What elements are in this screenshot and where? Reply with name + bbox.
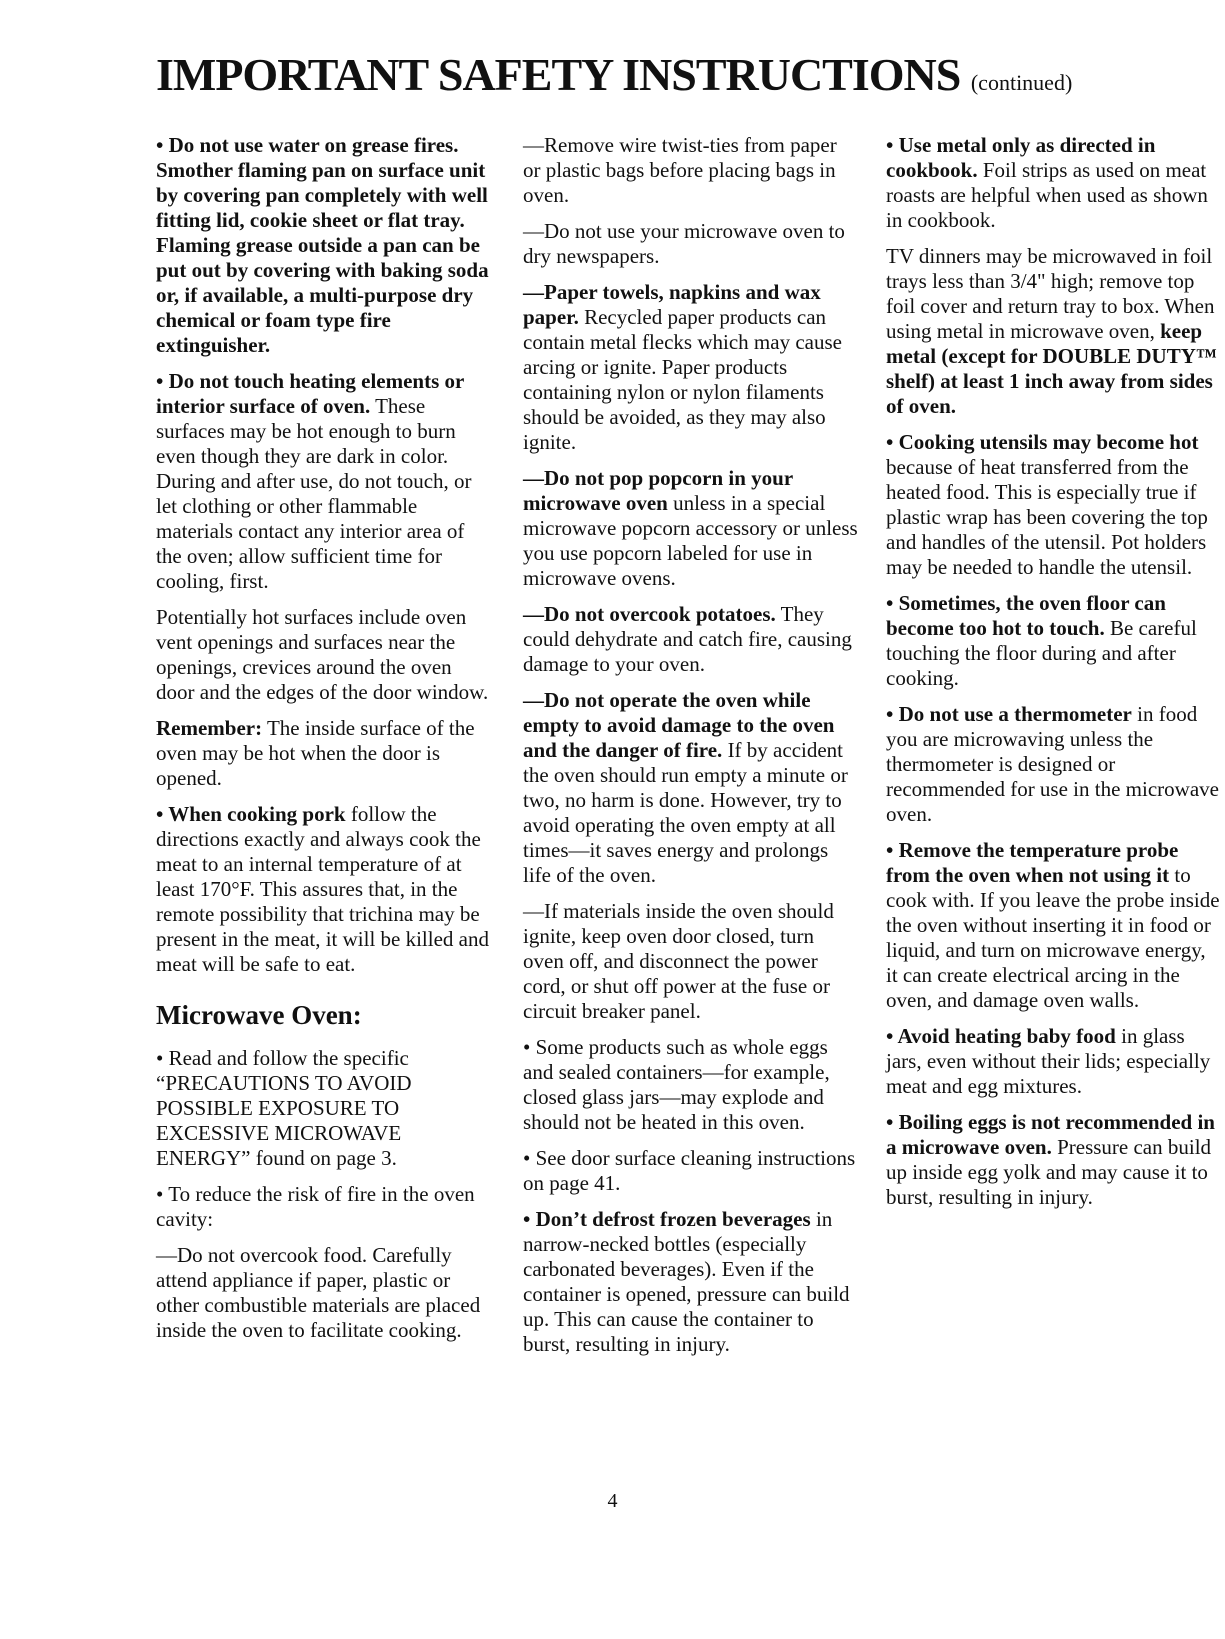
paragraph — [156, 1046, 491, 1171]
paragraph-bold-lead: —Do not pop popcorn in your microwave oven — [523, 466, 793, 515]
microwave-oven-heading: Microwave Oven: — [156, 1000, 362, 1030]
paragraph-bold-lead: • Use metal only as directed in cookbook. — [886, 133, 1156, 182]
paragraph-text: —Remove wire twist-ties from paper or plastic bags before placing bags in oven. — [523, 133, 837, 207]
paragraph — [523, 466, 858, 591]
paragraph-text: because of heat transferred from the heated food. This is especially true if plastic wrap has been covering the top and handles of the utensil. Pot holders may be needed to handle the utensil. — [886, 455, 1208, 579]
paragraph-text: in glass jars, even without their lids; especially meat and egg mixtures. — [886, 1024, 1211, 1098]
paragraph-text: —Do not overcook food. Carefully attend appliance if paper, plastic or other combustible materials are placed inside the oven to facilitate cooking. — [156, 1243, 481, 1342]
paragraph — [886, 838, 1221, 1013]
paragraph — [156, 133, 491, 358]
paragraph-text: —If materials inside the oven should ignite, keep oven door closed, turn oven off, and disconnect the power cord, or shut off power at the fuse or circuit breaker panel. — [523, 899, 834, 1023]
paragraph — [523, 219, 858, 269]
column-3-paragraphs — [886, 133, 1221, 1210]
column-2-paragraphs — [523, 133, 858, 1357]
paragraph-text: in food you are microwaving unless the thermometer is designed or recommended for use in the microwave oven. — [886, 702, 1219, 826]
paragraph-text: —Do not use your microwave oven to dry newspapers. — [523, 219, 845, 268]
paragraph-text: They could dehydrate and catch fire, causing damage to your oven. — [523, 602, 852, 676]
paragraph — [523, 899, 858, 1024]
column-3 — [886, 133, 1221, 1221]
paragraph — [523, 1207, 858, 1357]
paragraph — [523, 602, 858, 677]
paragraph — [156, 802, 491, 977]
paragraph-text: The inside surface of the oven may be hot when the door is opened. — [156, 716, 475, 790]
paragraph-text: Potentially hot surfaces include oven vent openings and surfaces near the openings, crevices around the oven door and the edges of the door window. — [156, 605, 489, 704]
paragraph — [886, 591, 1221, 691]
paragraph-bold-lead: • Remove the temperature probe from the oven when not using it — [886, 838, 1179, 887]
paragraph — [523, 133, 858, 208]
paragraph — [886, 702, 1221, 827]
paragraph-text: • See door surface cleaning instructions on page 41. — [523, 1146, 856, 1195]
paragraph-text: If by accident the oven should run empty a minute or two, no harm is done. However, try to avoid operating the oven empty at all times—it saves energy and prolongs life of the oven. — [523, 738, 848, 887]
paragraph-bold-lead: • When cooking pork — [156, 802, 346, 826]
column-1 — [156, 133, 491, 1354]
paragraph-text: in narrow-necked bottles (especially carbonated beverages). Even if the container is opened, pressure can build up. This can cause the container to burst, resulting in injury. — [523, 1207, 850, 1356]
paragraph — [523, 1146, 858, 1196]
paragraph — [156, 369, 491, 594]
paragraph-bold-lead: • Do not touch heating elements or interior surface of oven. — [156, 369, 464, 418]
paragraph-text: Foil strips as used on meat roasts are helpful when used as shown in cookbook. — [886, 158, 1208, 232]
paragraph — [886, 1110, 1221, 1210]
page-title — [156, 48, 1072, 101]
paragraph — [156, 1243, 491, 1343]
paragraph-bold-lead: • Do not use water on grease fires. Smother flaming pan on surface unit by covering pan completely with well fitting lid, cookie sheet or flat tray. Flaming grease outside a pan can be put out by covering with baking soda or, if available, a multi-purpose dry chemical or foam type fire extinguisher. — [156, 133, 489, 357]
paragraph-bold-lead: • Avoid heating baby food — [886, 1024, 1116, 1048]
paragraph-text: follow the directions exactly and always cook the meat to an internal temperature of at least 170°F. This assures that, in the remote possibility that trichina may be present in the meat, it will be killed and meat will be safe to eat. — [156, 802, 489, 976]
paragraph — [886, 133, 1221, 233]
column-1-paragraphs — [156, 133, 491, 977]
paragraph-text: These surfaces may be hot enough to burn even though they are dark in color. During and after use, do not touch, or let clothing or other flammable materials contact any interior area of the oven; allow sufficient time for cooling, first. — [156, 394, 472, 593]
paragraph-text: • Some products such as whole eggs and sealed containers—for example, closed glass jars—may explode and should not be heated in this oven. — [523, 1035, 830, 1134]
paragraph — [523, 1035, 858, 1135]
paragraph-text: Recycled paper products can contain metal flecks which may cause arcing or ignite. Paper products containing nylon or nylon filaments should be avoided, as they may also ignite. — [523, 305, 842, 454]
paragraph-text: unless in a special microwave popcorn accessory or unless you use popcorn labeled for use in microwave ovens. — [523, 491, 858, 590]
title-continued: (continued) — [970, 70, 1073, 95]
paragraph-text: TV dinners may be microwaved in foil trays less than 3/4" high; remove top foil cover and return tray to box. When using metal in microwave oven, — [886, 244, 1215, 343]
title-text: IMPORTANT SAFETY INSTRUCTIONS — [156, 49, 961, 100]
paragraph-bold-lead: —Do not operate the oven while empty to avoid damage to the oven and the danger of fire. — [523, 688, 835, 762]
paragraph-bold-lead: • Do not use a thermometer — [886, 702, 1132, 726]
paragraph-bold-lead: • Boiling eggs is not recommended in a microwave oven. — [886, 1110, 1215, 1159]
page-number: 4 — [607, 1490, 618, 1512]
paragraph — [523, 280, 858, 455]
paragraph — [523, 688, 858, 888]
paragraph-text: to cook with. If you leave the probe inside the oven without inserting it in food or liquid, and turn on microwave energy, it can create electrical arcing in the oven, and damage oven walls. — [886, 863, 1220, 1012]
column-2 — [523, 133, 858, 1368]
paragraph-bold-lead: • Cooking utensils may become hot — [886, 430, 1199, 454]
paragraph-bold-lead: —Do not overcook potatoes. — [523, 602, 776, 626]
paragraph-bold-lead: Remember: — [156, 716, 263, 740]
paragraph — [156, 605, 491, 705]
paragraph-bold-lead: —Paper towels, napkins and wax paper. — [523, 280, 821, 329]
paragraph-bold-tail: keep metal (except for DOUBLE DUTY™ shelf) at least 1 inch away from sides of oven. — [886, 319, 1217, 418]
paragraph — [886, 1024, 1221, 1099]
paragraph-bold-lead: • Sometimes, the oven floor can become too hot to touch. — [886, 591, 1166, 640]
paragraph-text: • To reduce the risk of fire in the oven cavity: — [156, 1182, 475, 1231]
paragraph — [886, 244, 1221, 419]
column-1-microwave-paragraphs — [156, 1046, 491, 1343]
paragraph-text: • Read and follow the specific “PRECAUTIONS TO AVOID POSSIBLE EXPOSURE TO EXCESSIVE MICROWAVE ENERGY” found on page 3. — [156, 1046, 412, 1170]
paragraph — [886, 430, 1221, 580]
paragraph — [156, 1182, 491, 1232]
paragraph-text: Pressure can build up inside egg yolk and may cause it to burst, resulting in injury. — [886, 1135, 1212, 1209]
paragraph-text: Be careful touching the floor during and after cooking. — [886, 616, 1197, 690]
paragraph — [156, 716, 491, 791]
paragraph-bold-lead: • Don’t defrost frozen beverages — [523, 1207, 811, 1231]
